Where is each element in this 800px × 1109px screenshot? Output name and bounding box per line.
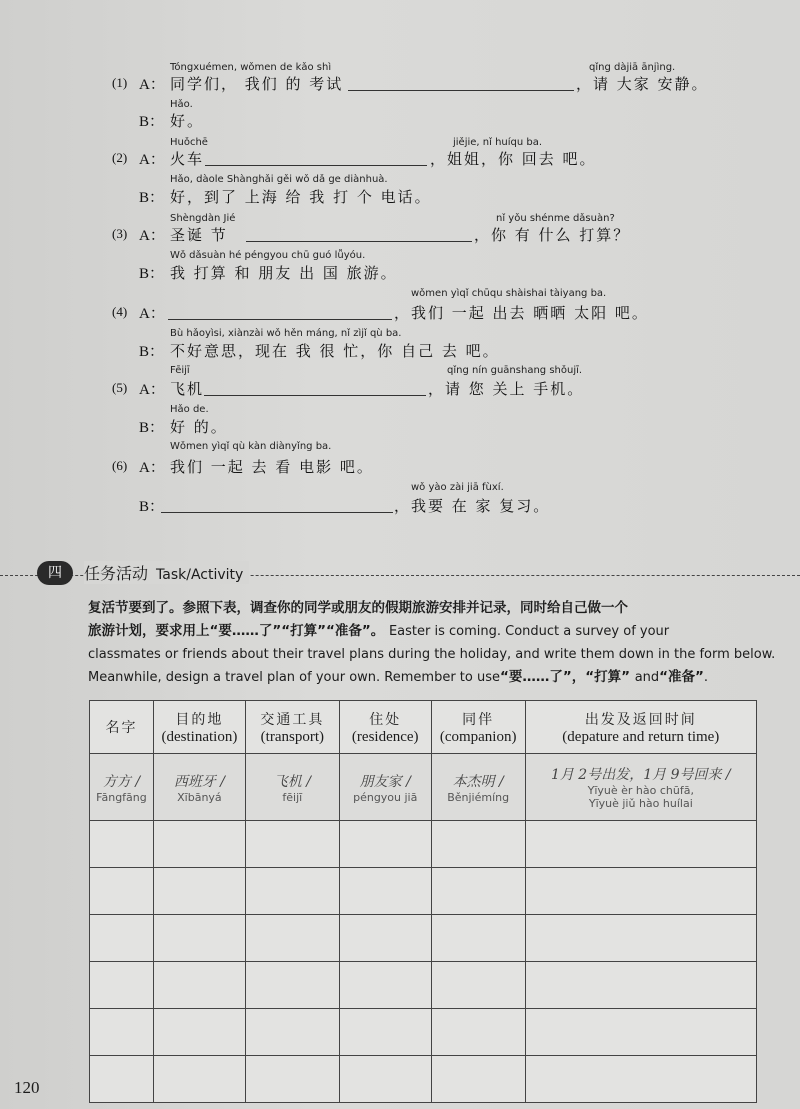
answer-blank[interactable] xyxy=(161,512,393,513)
header-cell: 同伴 (companion) xyxy=(431,701,525,754)
speaker-a: A： xyxy=(139,306,165,322)
speaker-b: B： xyxy=(139,499,165,515)
pinyin: qǐng nín guānshang shǒujī. xyxy=(447,365,583,376)
header-cell: 住处 (residence) xyxy=(339,701,431,754)
pinyin: qǐng dàjiā ānjìng. xyxy=(589,62,676,73)
table-cell[interactable] xyxy=(339,821,431,868)
header-cell: 目的地 (destination) xyxy=(153,701,245,754)
dialogue-text: 我 打算 和 朋友 出 国 旅游。 xyxy=(170,264,398,282)
instruction-line xyxy=(88,597,768,620)
header-cell: 交通工具 (transport) xyxy=(245,701,339,754)
speaker-a: A： xyxy=(139,382,165,398)
answer-blank[interactable] xyxy=(348,90,574,91)
table-cell[interactable] xyxy=(525,1056,756,1103)
example-cell: 1月 2号出发，1月 9号回来 / Yīyuè èr hào chūfā, Yīyuè jiǔ hào huílai xyxy=(525,754,756,821)
pinyin: Hǎo de. xyxy=(170,404,209,415)
dialogue-text: 好 的。 xyxy=(170,418,228,436)
section-title-en: Task/Activity xyxy=(156,567,244,583)
table-cell[interactable] xyxy=(153,868,245,915)
dialogue-text: ，请 大家 安静。 xyxy=(576,75,709,93)
table-cell[interactable] xyxy=(90,1009,154,1056)
table-cell[interactable] xyxy=(525,821,756,868)
example-cell: 西班牙 / Xībānyá xyxy=(153,754,245,821)
instruction-en: and xyxy=(634,670,660,685)
example-cell: 方方 / Fāngfāng xyxy=(90,754,154,821)
answer-blank[interactable] xyxy=(204,395,426,396)
item-number: (3) xyxy=(112,226,128,241)
dialogue-text: 飞机 xyxy=(170,380,205,398)
dialogue-text: ，姐姐，你 回去 吧。 xyxy=(430,150,597,168)
table-cell[interactable] xyxy=(90,962,154,1009)
speaker-b: B： xyxy=(139,114,165,130)
header-cell: 名字 xyxy=(90,701,154,754)
example-cell: 本杰明 / Běnjiémíng xyxy=(431,754,525,821)
pinyin: Hǎo, dàole Shànghǎi gěi wǒ dǎ ge diànhuà. xyxy=(170,174,388,185)
answer-blank[interactable] xyxy=(205,165,427,166)
table-row xyxy=(90,868,757,915)
pinyin: Bù hǎoyìsi, xiànzài wǒ hěn máng, nǐ zìjǐ qù ba. xyxy=(170,328,402,339)
dialogue-text: 好，到了 上海 给 我 打 个 电话。 xyxy=(170,188,432,206)
table-row xyxy=(90,1009,757,1056)
dialogue-text: 好。 xyxy=(170,112,205,130)
table-cell[interactable] xyxy=(245,821,339,868)
instruction-zh: 复活节要到了。参照下表，调查你的同学或朋友的假期旅游安排并记录，同时给自己做一个 xyxy=(88,600,628,616)
dialogue-text: ，你 有 什么 打算？ xyxy=(474,226,631,244)
instruction-line xyxy=(88,666,768,689)
instruction-en: classmates or friends about their travel plans during the holiday, and write them down in the form below. xyxy=(88,647,776,662)
example-cell: 朋友家 / péngyou jiā xyxy=(339,754,431,821)
table-cell[interactable] xyxy=(153,1009,245,1056)
table-cell[interactable] xyxy=(245,1009,339,1056)
speaker-a: A： xyxy=(139,77,165,93)
pinyin: Wǒ dǎsuàn hé péngyou chū guó lǚyóu. xyxy=(170,250,366,261)
table-cell[interactable] xyxy=(525,962,756,1009)
dialogue-text: ，我们 一起 出去 晒晒 太阳 吧。 xyxy=(394,304,649,322)
table-cell[interactable] xyxy=(245,915,339,962)
speaker-a: A： xyxy=(139,460,165,476)
dialogue-text: 圣诞 节 xyxy=(170,226,228,244)
speaker-b: B： xyxy=(139,420,165,436)
dialogue-text: 同学们， 我们 的 考试 xyxy=(170,75,344,93)
dialogue-text: ，我要 在 家 复习。 xyxy=(394,497,551,515)
table-cell[interactable] xyxy=(431,868,525,915)
dialogue-text: 火车 xyxy=(170,150,205,168)
table-cell[interactable] xyxy=(431,821,525,868)
instruction-en: . xyxy=(703,670,709,685)
table-cell[interactable] xyxy=(339,1056,431,1103)
table-cell[interactable] xyxy=(339,915,431,962)
table-cell[interactable] xyxy=(431,915,525,962)
pinyin: nǐ yǒu shénme dǎsuàn? xyxy=(496,213,615,224)
item-number: (2) xyxy=(112,150,128,165)
travel-plan-table xyxy=(89,700,757,1103)
table-row xyxy=(90,821,757,868)
table-cell[interactable] xyxy=(431,962,525,1009)
dialogue-text: 我们 一起 去 看 电影 吧。 xyxy=(170,458,374,476)
table-row xyxy=(90,1056,757,1103)
table-cell[interactable] xyxy=(153,915,245,962)
example-cell: 飞机 / fēijī xyxy=(245,754,339,821)
item-number: (1) xyxy=(112,75,128,90)
dialogue-text: ，请 您 关上 手机。 xyxy=(428,380,585,398)
item-number: (6) xyxy=(112,458,128,473)
table-cell[interactable] xyxy=(245,868,339,915)
section-badge: 四 xyxy=(37,561,73,585)
table-cell[interactable] xyxy=(339,868,431,915)
example-row xyxy=(90,754,757,821)
instruction-en: Meanwhile, design a travel plan of your own. Remember to use xyxy=(88,670,500,685)
section-title-zh: 任务活动 xyxy=(84,564,149,583)
table-cell[interactable] xyxy=(90,868,154,915)
instruction-zh: “准备” xyxy=(659,669,704,685)
speaker-b: B： xyxy=(139,266,165,282)
pinyin: Shèngdàn Jié xyxy=(170,213,236,224)
table-cell[interactable] xyxy=(339,1009,431,1056)
table-cell[interactable] xyxy=(431,1009,525,1056)
table-cell[interactable] xyxy=(525,868,756,915)
section-title xyxy=(84,561,249,584)
speaker-b: B： xyxy=(139,344,165,360)
table-cell[interactable] xyxy=(525,1009,756,1056)
speaker-a: A： xyxy=(139,152,165,168)
page-number: 120 xyxy=(14,1078,40,1097)
item-number: (4) xyxy=(112,304,128,319)
dialogue-text: 不好意思，现在 我 很 忙，你 自己 去 吧。 xyxy=(170,342,500,360)
pinyin: wǒ yào zài jiā fùxí. xyxy=(411,482,504,493)
instruction-zh: 旅游计划，要求用上“要……了”“打算”“准备”。 xyxy=(88,623,385,639)
speaker-a: A： xyxy=(139,228,165,244)
table-cell[interactable] xyxy=(525,915,756,962)
answer-blank[interactable] xyxy=(246,241,472,242)
pinyin: wǒmen yìqǐ chūqu shàishai tàiyang ba. xyxy=(411,288,607,299)
table-cell[interactable] xyxy=(431,1056,525,1103)
table-cell[interactable] xyxy=(90,915,154,962)
table-cell[interactable] xyxy=(245,1056,339,1103)
answer-blank[interactable] xyxy=(168,319,392,320)
header-cell: 出发及返回时间 (depature and return time) xyxy=(525,701,756,754)
table-header-row xyxy=(90,701,757,754)
instruction-en: Easter is coming. Conduct a survey of your xyxy=(388,624,670,639)
table-row xyxy=(90,915,757,962)
table-cell[interactable] xyxy=(90,821,154,868)
pinyin: Huǒchē xyxy=(170,137,208,148)
table-cell[interactable] xyxy=(153,962,245,1009)
speaker-b: B： xyxy=(139,190,165,206)
instruction-line xyxy=(88,643,776,666)
pinyin: Fēijī xyxy=(170,365,190,376)
pinyin: jiějie, nǐ huíqu ba. xyxy=(453,137,543,148)
pinyin: Hǎo. xyxy=(170,99,193,110)
pinyin: Tóngxuémen, wǒmen de kǎo shì xyxy=(170,62,332,73)
instruction-zh: “要……了”，“打算” xyxy=(500,669,630,685)
instruction-line xyxy=(88,620,768,643)
table-cell[interactable] xyxy=(339,962,431,1009)
table-cell[interactable] xyxy=(245,962,339,1009)
table-cell[interactable] xyxy=(90,1056,154,1103)
item-number: (5) xyxy=(112,380,128,395)
table-row xyxy=(90,962,757,1009)
table-cell[interactable] xyxy=(153,1056,245,1103)
table-cell[interactable] xyxy=(153,821,245,868)
pinyin: Wǒmen yìqǐ qù kàn diànyǐng ba. xyxy=(170,441,332,452)
